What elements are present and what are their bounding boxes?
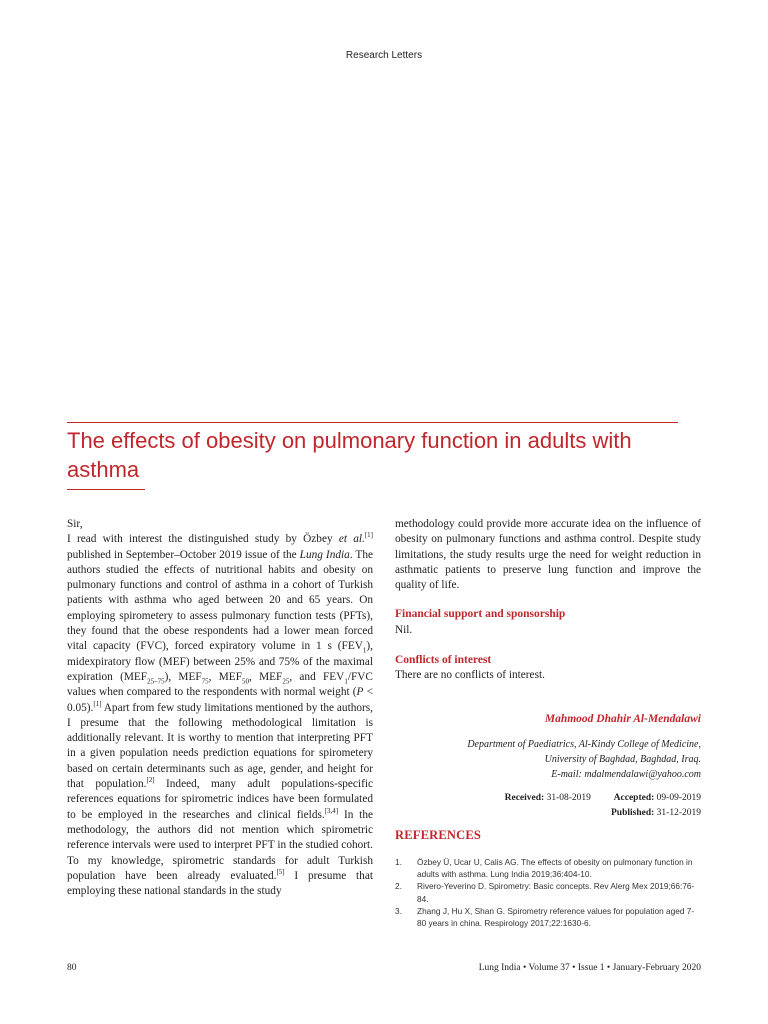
author-name: Mahmood Dhahir Al-Mendalawi <box>544 713 701 725</box>
references-heading: REFERENCES <box>395 828 482 842</box>
body-paragraph-continued: methodology could provide more accurate idea on the influence of obesity on pulmonary functions and asthma control. Despite study limitations, the study results urge the need for weight reduction in asthmatic patients to preserve lung function and improve the quality of life. <box>395 518 701 592</box>
citation: [1] <box>364 531 373 540</box>
accepted-date: 09-09-2019 <box>656 793 701 803</box>
received-label: Received: <box>504 793 545 803</box>
affiliation-university: University of Baghdad, Baghdad, Iraq. <box>544 754 701 765</box>
article-title: The effects of obesity on pulmonary function in adults with asthma <box>67 428 632 482</box>
title-top-rule <box>67 422 678 423</box>
body-paragraph: I read with interest the distinguished study by Özbey et al.[1] published in September–October 2019 issue of the Lung India. The authors studied the effects of nutritional habits and obesity on pulmonary functions and control of asthma in a cohort of Turkish patients with asthma who aged between 20 and 65 years. On employing spirometery to assess pulmonary function tests (PFTs), they found that the obese respondents had a lower mean forced vital capacity (FVC), forced expiratory volume in 1 s $(FEV_1)$, midexpiratory flow (MEF) between 25% and 75% of the maximal expiration $(MEF_{25-75})$, $MEF_{75}$, $MEF_{50}$, $MEF_{25}$, and $FEV_1$/FVC values when compared to the respondents with normal weight (P < 0.05).[1] Apart from few study limitations mentioned by the authors, I presume that the following methodological limitation is additionally relevant. It is worthy to mention that interpreting PFT in a given population needs prediction equations for spirometery based on certain determinants such as age, gender, and height for that population.[2] Indeed, many adult populations-specific references equations for spirometric indices have been formulated to be employed in the researches and clinical fields.[3,4] In the methodology, the authors did not mention which spirometric reference intervals were used to interpret PFT in the studied cohort. To my knowledge, spirometric standards for adult Turkish population have been already evaluated.[5] I presume that employing these national standards in the study <box>67 531 373 898</box>
reference-number: 2. <box>395 881 402 892</box>
affiliation-department: Department of Paediatrics, Al-Kindy College of Medicine, <box>467 739 701 750</box>
citation: [3,4] <box>324 806 339 815</box>
page-number: 80 <box>67 963 77 973</box>
citation: [2] <box>146 776 155 785</box>
reference-text: Özbey Ü, Ucar U, Calis AG. The effects of obesity on pulmonary function in adults with asthma. Lung India 2019;36:404-10. <box>417 857 693 880</box>
title-underline <box>67 489 145 490</box>
body-column-left <box>67 517 373 899</box>
reference-item <box>395 880 701 904</box>
reference-number: 3. <box>395 905 402 916</box>
journal-issue-info: Lung India • Volume 37 • Issue 1 • January-February 2020 <box>478 963 701 973</box>
citation: [1] <box>93 699 102 708</box>
received-date: 31-08-2019 <box>546 793 591 803</box>
accepted-label: Accepted: <box>613 793 655 803</box>
reference-text: Rivero-Yeverino D. Spirometry: Basic concepts. Rev Alerg Mex 2019;66:76-84. <box>417 881 695 904</box>
conflicts-heading: Conflicts of interest <box>395 654 492 666</box>
reference-item <box>395 856 701 880</box>
article-dates <box>395 791 701 820</box>
author-email: E-mail: mdalmendalawi@yahoo.com <box>551 769 701 780</box>
running-header: Research Letters <box>345 50 423 61</box>
financial-support-heading: Financial support and sponsorship <box>395 608 566 620</box>
published-label: Published: <box>611 807 655 818</box>
reference-text: Zhang J, Hu X, Shan G. Spirometry reference values for population aged 7-80 years in china. Respirology 2017;22:1630-6. <box>417 905 695 929</box>
body-column-right <box>395 517 701 929</box>
author-affiliation <box>395 737 701 782</box>
conflicts-text: There are no conflicts of interest. <box>395 669 545 681</box>
financial-support-text: Nil. <box>395 624 413 636</box>
reference-item <box>395 905 701 929</box>
salutation: Sir, <box>67 518 83 530</box>
references-list <box>395 856 701 929</box>
reference-number: 1. <box>395 857 402 867</box>
published-date: 31-12-2019 <box>656 807 701 818</box>
citation: [5] <box>276 868 285 877</box>
